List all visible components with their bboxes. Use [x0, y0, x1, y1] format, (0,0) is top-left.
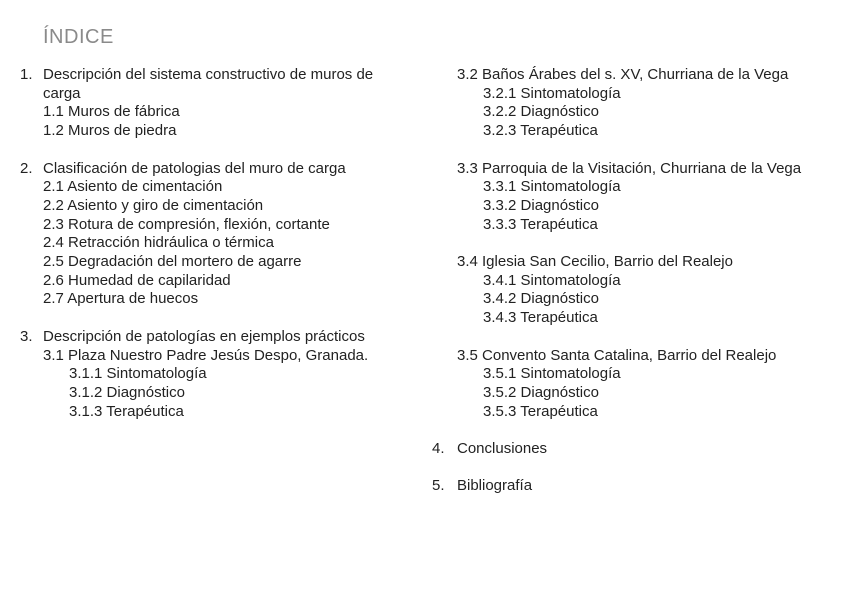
section-title-continued: carga [43, 84, 81, 102]
toc-section-1[interactable] [20, 66, 420, 85]
section-number: 1. [20, 66, 33, 83]
toc-item-3-5-1[interactable]: 3.5.1 Sintomatología [483, 365, 621, 383]
toc-item-2-3[interactable]: 2.3 Rotura de compresión, flexión, cortante [43, 215, 330, 233]
toc-item-3-4-3[interactable]: 3.4.3 Terapéutica [483, 309, 598, 327]
toc-item-1-2[interactable]: 1.2 Muros de piedra [43, 122, 177, 140]
toc-item-3-1[interactable]: 3.1 Plaza Nuestro Padre Jesús Despo, Granada. [43, 346, 369, 364]
toc-item-3-4-1[interactable]: 3.4.1 Sintomatología [483, 271, 621, 289]
toc-item-2-4[interactable]: 2.4 Retracción hidráulica o térmica [43, 234, 274, 252]
toc-item-2-2[interactable]: 2.2 Asiento y giro de cimentación [43, 196, 264, 214]
toc-item-3-3[interactable]: 3.3 Parroquia de la Visitación, Churriana de la Vega [457, 159, 802, 177]
toc-item-3-5-3[interactable]: 3.5.3 Terapéutica [483, 402, 598, 420]
toc-item-1-1[interactable]: 1.1 Muros de fábrica [43, 103, 180, 121]
section-number: 4. [432, 440, 445, 457]
section-title: Bibliografía [457, 477, 533, 495]
toc-item-3-5[interactable]: 3.5 Convento Santa Catalina, Barrio del Realejo [457, 346, 777, 364]
toc-item-3-1-2[interactable]: 3.1.2 Diagnóstico [69, 383, 185, 401]
section-title: Clasificación de patologias del muro de carga [43, 159, 346, 177]
toc-section-4[interactable] [432, 440, 832, 459]
section-title: Conclusiones [457, 440, 548, 457]
toc-item-3-4[interactable]: 3.4 Iglesia San Cecilio, Barrio del Realejo [457, 253, 733, 270]
toc-item-3-2-1[interactable]: 3.2.1 Sintomatología [483, 84, 621, 102]
toc-item-3-3-1[interactable]: 3.3.1 Sintomatología [483, 178, 621, 196]
toc-item-2-1[interactable]: 2.1 Asiento de cimentación [43, 178, 223, 196]
toc-item-3-1-1[interactable]: 3.1.1 Sintomatología [69, 365, 207, 383]
section-title: Descripción del sistema constructivo de muros de [43, 66, 374, 83]
toc-item-3-1-3[interactable]: 3.1.3 Terapéutica [69, 402, 184, 420]
toc-section-2[interactable] [20, 160, 420, 179]
toc-item-3-2-3[interactable]: 3.2.3 Terapéutica [483, 122, 598, 140]
toc-item-3-2[interactable]: 3.2 Baños Árabes del s. XV, Churriana de la Vega [457, 66, 789, 83]
toc-item-3-3-2[interactable]: 3.3.2 Diagnóstico [483, 196, 599, 214]
toc-item-3-4-2[interactable]: 3.4.2 Diagnóstico [483, 290, 599, 308]
toc-item-2-6[interactable]: 2.6 Humedad de capilaridad [43, 271, 231, 289]
toc-right-column [432, 66, 832, 496]
toc-item-3-3-3[interactable]: 3.3.3 Terapéutica [483, 215, 598, 233]
section-number: 2. [20, 159, 33, 177]
toc-item-2-5[interactable]: 2.5 Degradación del mortero de agarre [43, 253, 302, 271]
section-number: 3. [20, 327, 33, 345]
toc-item-3-5-2[interactable]: 3.5.2 Diagnóstico [483, 383, 599, 401]
toc-section-3[interactable] [20, 328, 420, 347]
toc-item-2-7[interactable]: 2.7 Apertura de huecos [43, 290, 199, 308]
toc-section-5[interactable] [432, 477, 832, 496]
section-number: 5. [432, 477, 445, 495]
section-title: Descripción de patologías en ejemplos prácticos [43, 327, 365, 345]
toc-left-column [20, 66, 420, 421]
toc-item-3-2-2[interactable]: 3.2.2 Diagnóstico [483, 103, 599, 121]
page-title: ÍNDICE [43, 26, 114, 48]
